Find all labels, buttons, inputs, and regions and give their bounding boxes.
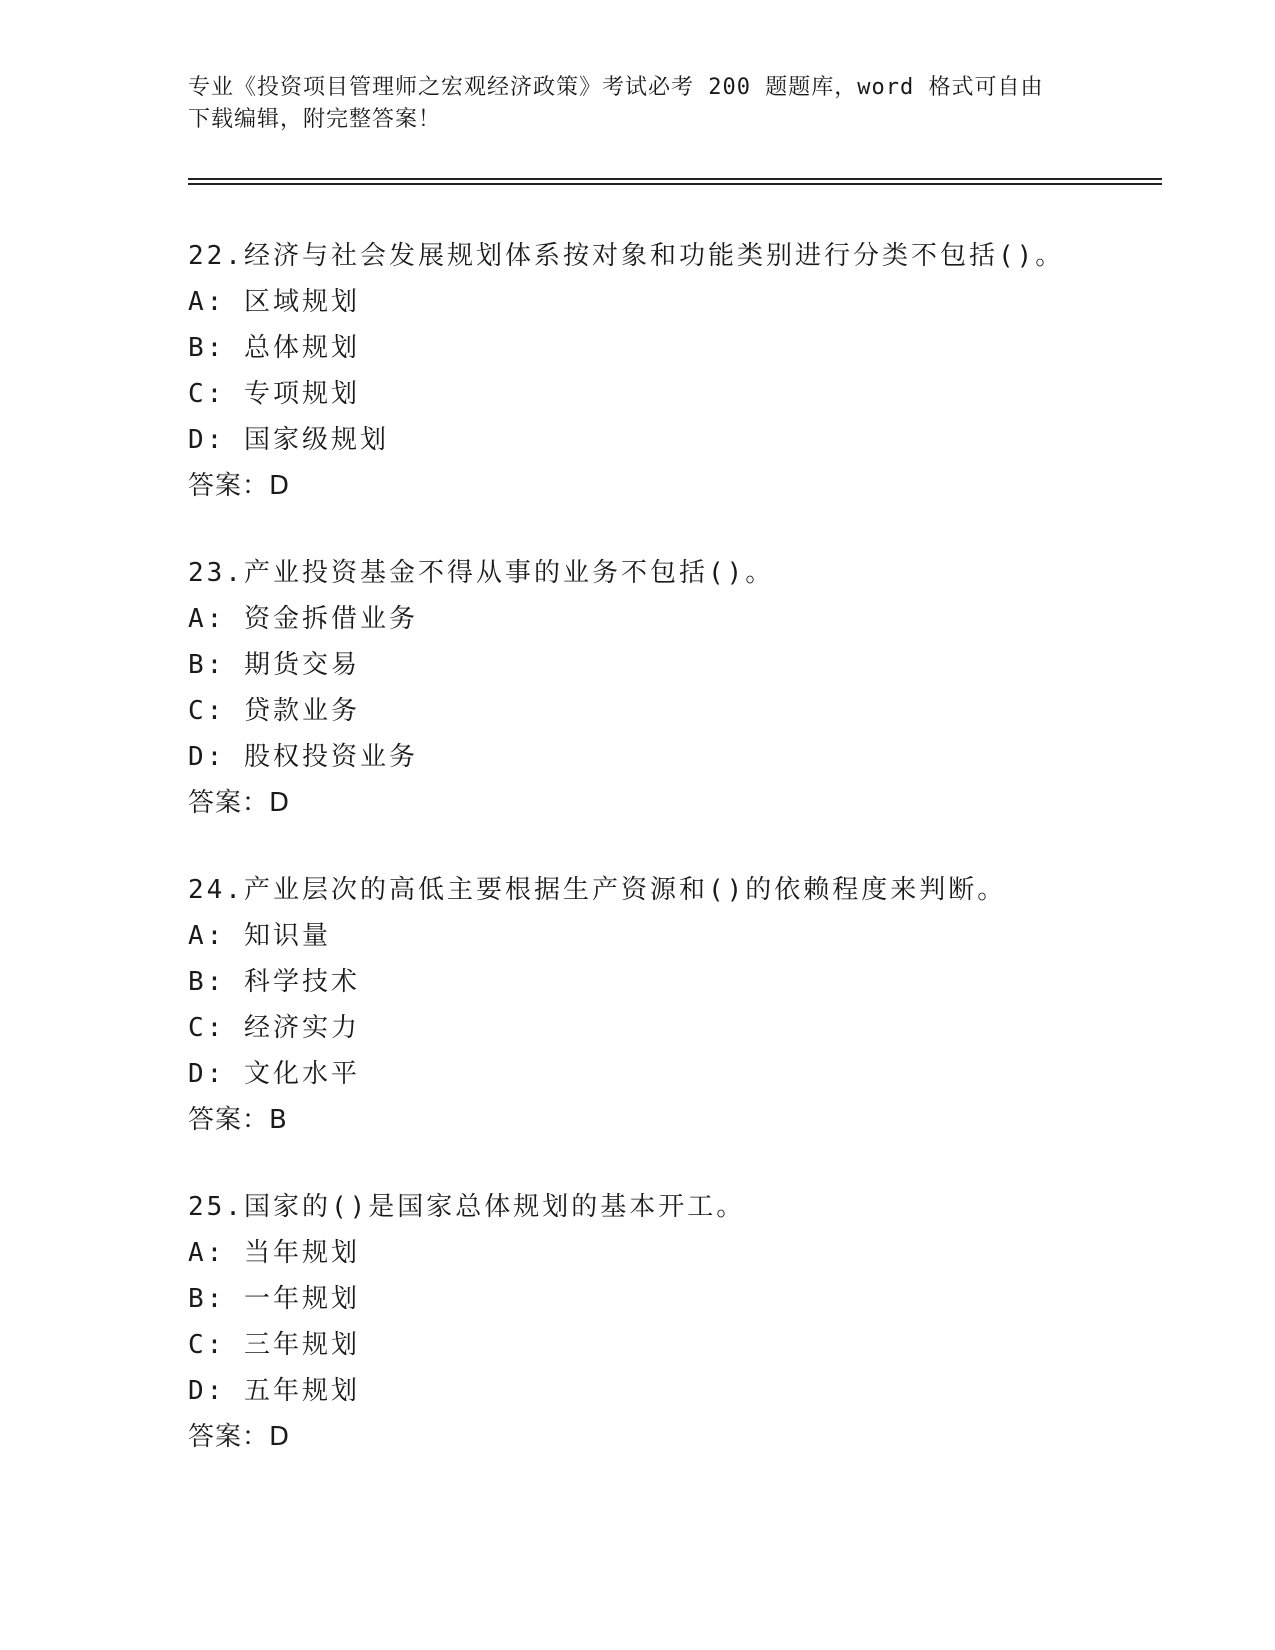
header-divider-top <box>188 178 1162 180</box>
option-d: D: 五年规划 <box>188 1376 360 1406</box>
option-a: A: 知识量 <box>188 921 331 951</box>
question-22 <box>188 233 1168 509</box>
question-stem: 23.产业投资基金不得从事的业务不包括()。 <box>188 558 775 588</box>
document-header <box>188 72 1088 136</box>
option-c: C: 三年规划 <box>188 1330 360 1360</box>
option-b: B: 一年规划 <box>188 1284 360 1314</box>
answer-line: 答案：D <box>188 471 291 501</box>
option-d: D: 国家级规划 <box>188 425 389 455</box>
question-24 <box>188 867 1168 1143</box>
answer-line: 答案：D <box>188 788 291 818</box>
option-d: D: 股权投资业务 <box>188 742 418 772</box>
option-d: D: 文化水平 <box>188 1059 360 1089</box>
question-25 <box>188 1184 1168 1460</box>
option-c: C: 专项规划 <box>188 379 360 409</box>
option-a: A: 区域规划 <box>188 287 360 317</box>
question-stem: 24.产业层次的高低主要根据生产资源和()的依赖程度来判断。 <box>188 875 1007 905</box>
question-stem: 22.经济与社会发展规划体系按对象和功能类别进行分类不包括()。 <box>188 241 1065 271</box>
option-a: A: 资金拆借业务 <box>188 604 418 634</box>
option-b: B: 科学技术 <box>188 967 360 997</box>
option-b: B: 期货交易 <box>188 650 360 680</box>
question-stem: 25.国家的()是国家总体规划的基本开工。 <box>188 1192 746 1222</box>
option-a: A: 当年规划 <box>188 1238 360 1268</box>
header-line-1: 专业《投资项目管理师之宏观经济政策》考试必考 200 题题库，word 格式可自由 <box>188 75 1044 100</box>
answer-line: 答案：D <box>188 1422 291 1452</box>
option-c: C: 经济实力 <box>188 1013 360 1043</box>
answer-line: 答案：B <box>188 1105 288 1135</box>
question-23 <box>188 550 1168 826</box>
header-line-2: 下载编辑，附完整答案！ <box>188 107 442 132</box>
question-list <box>188 233 1168 1501</box>
option-b: B: 总体规划 <box>188 333 360 363</box>
header-divider-bottom <box>188 183 1162 185</box>
option-c: C: 贷款业务 <box>188 696 360 726</box>
